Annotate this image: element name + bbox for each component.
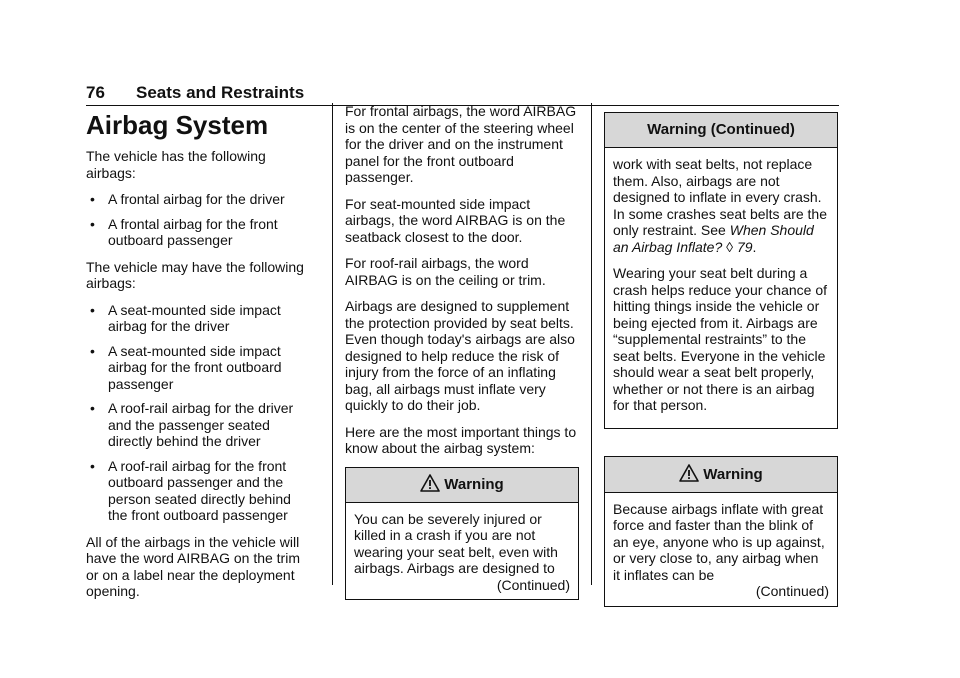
bullet-list <box>86 191 314 249</box>
column-divider <box>591 103 592 585</box>
cross-reference-link[interactable]: When Should an Airbag Inflate? <box>613 222 814 255</box>
paragraph: The vehicle may have the following airbags: <box>86 258 304 291</box>
warning-header <box>346 468 578 503</box>
list-item <box>86 191 314 208</box>
column-3 <box>604 112 838 607</box>
warning-text: Because airbags inflate with great force and faster than the blink of an eye, anyone who is up against, or very close to, any airbag when it inflates can be <box>613 500 825 583</box>
column-divider <box>332 103 333 585</box>
list-item-text: A roof-rail airbag for the driver and the passenger seated directly behind the driver <box>108 400 294 449</box>
page-ref-number[interactable]: 79 <box>736 238 753 255</box>
paragraph: For roof-rail airbags, the word AIRBAG is on the ceiling or trim. <box>345 255 546 288</box>
paragraph: Wearing your seat belt during a crash helps reduce your chance of hitting things inside the vehicle or being ejected from it. Airbags are “supplemental restraints” to the seat belts. Everyone in the vehicle should wear a seat belt properly, whether or not there is an airbag for that person. <box>613 265 828 413</box>
bullet-glyph: • <box>90 191 95 207</box>
bullet-glyph: • <box>90 215 95 232</box>
bullet-glyph: • <box>90 457 95 474</box>
warning-box <box>604 112 838 429</box>
list-item-text: A frontal airbag for the driver <box>108 191 285 207</box>
chapter-title: Seats and Restraints <box>136 83 305 102</box>
bullet-glyph: • <box>90 301 95 318</box>
paragraph: For seat-mounted side impact airbags, the word AIRBAG is on the seatback closest to the door. <box>345 195 566 245</box>
warning-box <box>604 456 838 607</box>
punctuation: . <box>752 238 757 255</box>
paragraph: For frontal airbags, the word AIRBAG is on the center of the steering wheel for the driver and on the instrument panel for the front outboard passenger. <box>345 103 577 185</box>
warning-body <box>605 148 837 428</box>
warning-header <box>605 457 837 493</box>
list-item-text: A seat-mounted side impact airbag for the front outboard passenger <box>108 342 282 392</box>
bullet-glyph: • <box>90 342 95 359</box>
list-item <box>86 302 314 335</box>
warning-box <box>345 467 579 601</box>
list-item-text: A seat-mounted side impact airbag for the driver <box>108 301 281 334</box>
paragraph <box>613 156 829 255</box>
paragraph: Here are the most important things to know about the airbag system: <box>345 423 577 456</box>
list-item <box>86 343 314 393</box>
column-1 <box>86 103 314 610</box>
page-ref-icon: ◊ <box>726 238 734 255</box>
bullet-list <box>86 302 314 524</box>
warning-title: Warning <box>444 475 504 493</box>
warning-body <box>605 493 837 606</box>
paragraph: The vehicle has the following airbags: <box>86 148 266 181</box>
warning-text: You can be severely injured or killed in a crash if you are not wearing your seat belt, even with airbags. Airbags are designed to <box>354 510 558 576</box>
list-item <box>86 458 314 524</box>
page-number: 76 <box>86 83 105 102</box>
paragraph: All of the airbags in the vehicle will have the word AIRBAG on the trim or on a label near the deployment opening. <box>86 533 300 599</box>
list-item <box>86 216 314 249</box>
warning-header: Warning (Continued) <box>605 113 837 148</box>
list-item <box>86 400 314 450</box>
list-item-text: A frontal airbag for the front outboard passenger <box>108 215 278 248</box>
column-2 <box>345 103 579 600</box>
warning-text: work with seat belts, not replace them. Also, airbags are not designed to inflate in every crash. In some crashes seat belts are the only restraint. See <box>613 156 827 238</box>
paragraph: Airbags are designed to supplement the protection provided by seat belts. Even though today's airbags are also designed to help reduce the risk of injury from the force of an inflating bag, all airbags must inflate very quickly to do their job. <box>345 298 575 413</box>
list-item-text: A roof-rail airbag for the front outboard passenger and the person seated directly behind the front outboard passenger <box>108 457 291 523</box>
continued-label: (Continued) <box>496 576 570 593</box>
warning-title: Warning <box>703 465 763 483</box>
warning-icon <box>679 464 699 482</box>
continued-label: (Continued) <box>755 583 829 599</box>
bullet-glyph: • <box>90 400 95 416</box>
warning-icon <box>420 474 440 492</box>
warning-body <box>346 503 578 600</box>
section-title: Airbag System <box>86 110 269 140</box>
